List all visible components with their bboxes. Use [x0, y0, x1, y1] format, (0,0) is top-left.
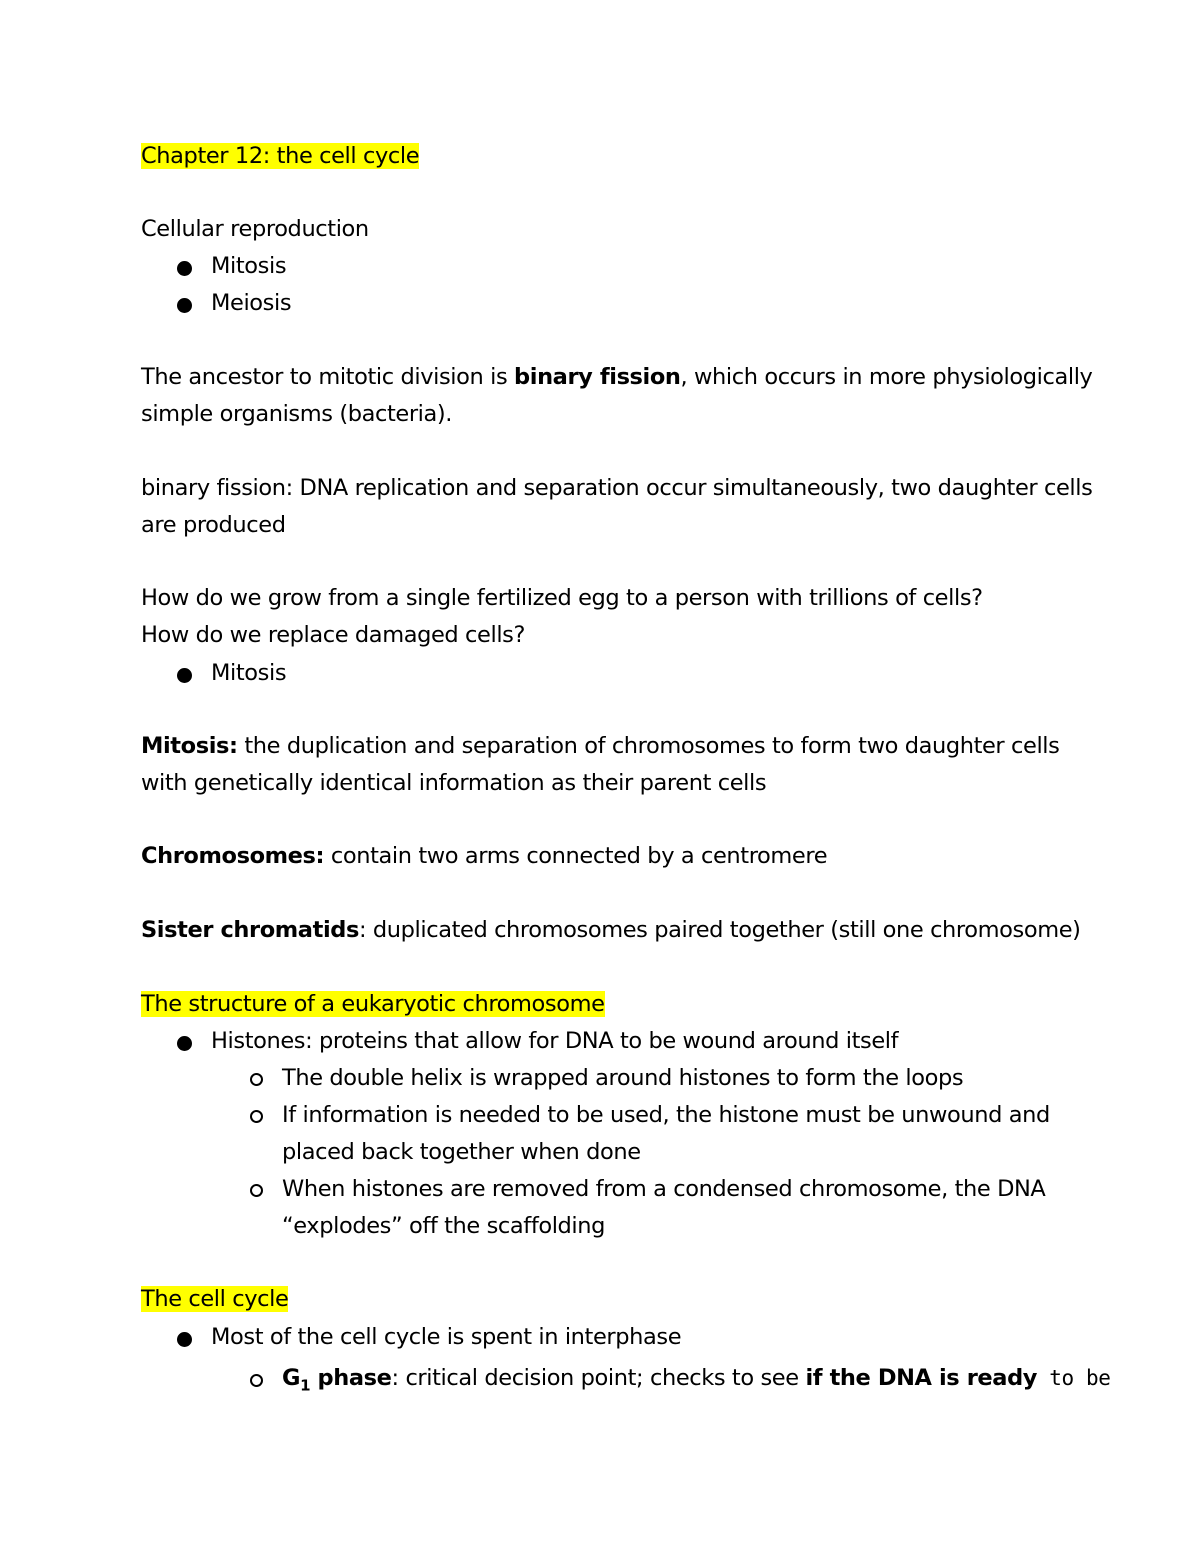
structure-heading — [141, 986, 605, 1023]
histones-sub-3-line-1: When histones are removed from a condensed chromosome, the DNA — [282, 1176, 1046, 1202]
ancestor-line-1 — [141, 359, 1092, 396]
g1-phase-line — [282, 1360, 1111, 1397]
sister-chromatids-text: : duplicated chromosomes paired together (still one chromosome) — [358, 917, 1081, 943]
intro-bullet-mitosis: Mitosis — [211, 253, 287, 279]
binary-line-1: binary fission: DNA replication and separation occur simultaneously, two daughter cells — [141, 475, 1093, 501]
histones-sub-3-line-2: “explodes” off the scaffolding — [282, 1213, 606, 1239]
bullet-circle-icon — [250, 1184, 263, 1197]
bullet-dot-icon — [177, 668, 192, 683]
g1-mono: to be — [1037, 1366, 1111, 1390]
intro-label: Cellular reproduction — [141, 216, 369, 242]
histones-sub-1: The double helix is wrapped around histones to form the loops — [282, 1065, 964, 1091]
question-bullet-mitosis: Mitosis — [211, 660, 287, 686]
bullet-circle-icon — [250, 1374, 263, 1387]
interphase-bullet: Most of the cell cycle is spent in interphase — [211, 1324, 682, 1350]
intro-bullet-meiosis: Meiosis — [211, 290, 292, 316]
ancestor-line-2: simple organisms (bacteria). — [141, 401, 453, 427]
chromosomes-definition — [141, 838, 827, 875]
bullet-circle-icon — [250, 1110, 263, 1123]
mitosis-term: Mitosis: — [141, 733, 238, 759]
mitosis-definition-line-1 — [141, 728, 1059, 765]
chromosomes-text: contain two arms connected by a centromere — [324, 843, 828, 869]
bullet-dot-icon — [177, 1332, 192, 1347]
structure-heading-text: The structure of a eukaryotic chromosome — [141, 991, 605, 1017]
binary-line-2: are produced — [141, 512, 286, 538]
ancestor-pre: The ancestor to mitotic division is — [141, 364, 515, 390]
mitosis-definition-line-2: with genetically identical information as their parent cells — [141, 770, 767, 796]
bullet-circle-icon — [250, 1073, 263, 1086]
histones-sub-2-line-2: placed back together when done — [282, 1139, 641, 1165]
chapter-heading — [141, 138, 419, 175]
g1-phase-word: phase — [310, 1365, 392, 1391]
histones-sub-2-line-1: If information is needed to be used, the histone must be unwound and — [282, 1102, 1050, 1128]
g1-subscript: 1 — [300, 1376, 311, 1395]
sister-chromatids-definition — [141, 912, 1081, 949]
g1-bold: if the DNA is ready — [805, 1365, 1038, 1391]
sister-chromatids-term: Sister chromatids — [141, 917, 359, 943]
ancestor-bold: binary fission — [514, 364, 681, 390]
g1-letter: G — [282, 1365, 301, 1391]
chromosomes-term: Chromosomes: — [141, 843, 325, 869]
ancestor-post: , which occurs in more physiologically — [680, 364, 1093, 390]
histones-bullet: Histones: proteins that allow for DNA to be wound around itself — [211, 1028, 899, 1054]
question-2: How do we replace damaged cells? — [141, 622, 526, 648]
cell-cycle-heading — [141, 1281, 288, 1318]
question-1: How do we grow from a single fertilized egg to a person with trillions of cells? — [141, 585, 983, 611]
chapter-heading-text: Chapter 12: the cell cycle — [141, 143, 420, 169]
bullet-dot-icon — [177, 1036, 192, 1051]
cell-cycle-heading-text: The cell cycle — [141, 1286, 289, 1312]
bullet-dot-icon — [177, 298, 192, 313]
bullet-dot-icon — [177, 261, 192, 276]
mitosis-text: the duplication and separation of chromosomes to form two daughter cells — [237, 733, 1060, 759]
g1-text: : critical decision point; checks to see — [391, 1365, 806, 1391]
